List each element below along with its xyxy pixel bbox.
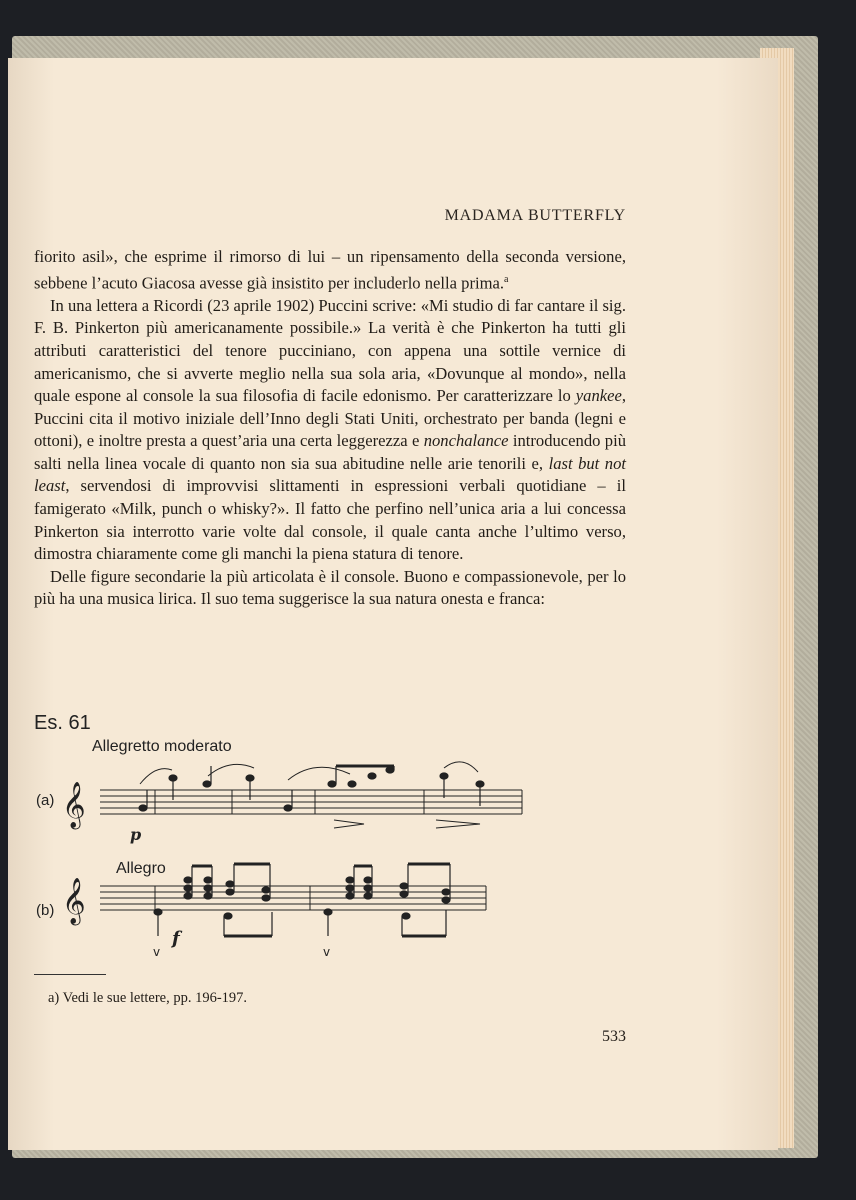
footnote-marker: a bbox=[504, 273, 509, 285]
staff-a bbox=[100, 790, 522, 814]
accent-1: v bbox=[153, 945, 161, 959]
body-text bbox=[34, 246, 626, 611]
slurs-a bbox=[140, 762, 480, 828]
dynamic-f: f bbox=[172, 928, 180, 949]
tempo-b: Allegro bbox=[116, 860, 166, 877]
treble-clef-icon: 𝄞 bbox=[62, 782, 86, 828]
staff-b bbox=[100, 886, 486, 910]
part-b-label: (b) bbox=[36, 902, 55, 919]
accent-2: v bbox=[323, 945, 331, 959]
part-a-label: (a) bbox=[36, 792, 55, 809]
paragraph-1: fiorito asil», che esprime il rimorso di lui – un ripensamento della seconda versione, sebbene l’acuto Giacosa avesse già insistito per includerlo nella prima.$^a$ bbox=[34, 247, 626, 293]
tempo-a: Allegretto moderato bbox=[92, 738, 232, 755]
notes-a bbox=[139, 766, 484, 811]
footnote: a) Vedi le sue lettere, pp. 196-197. bbox=[48, 990, 248, 1006]
running-head: MADAMA BUTTERFLY bbox=[444, 207, 626, 224]
chords-b bbox=[154, 864, 450, 936]
paragraph-3: Delle figure secondarie la più articolata è il console. Buono e compassionevole, per lo più ha una musica lirica. Il suo tema suggerisce la sua natura onesta e franca: bbox=[34, 566, 626, 609]
footnote-rule bbox=[34, 974, 106, 975]
dynamic-p: p bbox=[130, 825, 142, 844]
paragraph-2: In una lettera a Ricordi (23 aprile 1902) Puccini scrive: «Mi studio di far cantare il sig. F. B. Pinkerton più americanamente possibile.» La verità è che Pinkerton ha tutti gli attributi caratteristici del tenore pucciniano, con appena una sottile vernice di americanismo, che si avverte meglio nella sua sola aria, «Dovunque al mondo», nella quale espone al console la sua filosofia di facile edonismo. Per caratterizzare lo yankee, Puccini cita il motivo iniziale dell’Inno degli Stati Uniti, orchestrato per banda (legni e ottoni), e inoltre presta a quest’aria una certa leggerezza e nonchalance introducendo più salti nella linea vocale di quanto non sia sua abitudine nelle arie tenorili e, last but not least, servendosi di improvvisi slittamenti in espressioni verbali quotidiane – il famigerato «Milk, punch o whisky?». Il fatto che perfino nell’unica aria a lui concessa Pinkerton sia interrotto varie volte dal console, il quale canta anche l’ultimo verso, dimostra chiaramente come gli manchi la piena statura di tenore. bbox=[34, 295, 627, 564]
music-example bbox=[60, 760, 530, 960]
treble-clef-b-icon: 𝄞 bbox=[62, 878, 86, 924]
page-number: 533 bbox=[602, 1028, 626, 1045]
example-label: Es. 61 bbox=[34, 712, 91, 734]
